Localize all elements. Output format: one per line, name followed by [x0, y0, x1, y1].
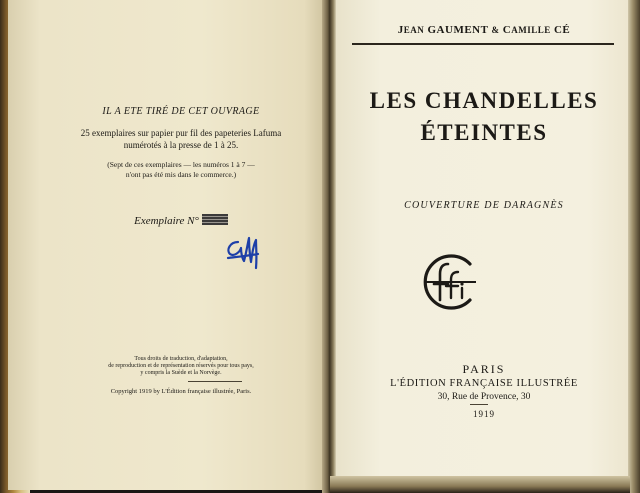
author-1-firstname-rest: EAN [403, 25, 425, 35]
rights-line-3: y compris la Suède et la Norvège. [140, 370, 222, 376]
copyright-line: Copyright 1919 by L'Édition française illustrée, Paris. [110, 388, 252, 395]
tirage-note-line-1: (Sept de ces exemplaires — les numéros 1 à 7 — [107, 160, 255, 169]
publisher-city: PARIS [462, 362, 506, 376]
tirage-note-line-2: n'ont pas été mis dans le commerce.) [125, 170, 237, 179]
tirage-line-2: numérotés à la presse de 1 à 25. [123, 140, 239, 150]
author-separator: & [491, 25, 500, 35]
left-page [8, 0, 330, 490]
book-edge-bottom [330, 476, 630, 493]
tirage-heading: IL A ETE TIRÉ DE CET OUVRAGE [102, 106, 260, 117]
author-1-initial: J [397, 24, 404, 36]
book-edge-right [628, 0, 640, 493]
publication-year: 1919 [473, 409, 495, 419]
efi-monogram-logo-icon [418, 250, 482, 314]
year-divider [470, 404, 488, 405]
author-2-lastname: CÉ [553, 24, 571, 36]
divider-left [188, 381, 242, 382]
exemplaire-line [40, 214, 322, 227]
right-page [336, 0, 632, 478]
authors-line [340, 24, 628, 36]
book-title-line-2: ÉTEINTES [420, 120, 548, 145]
exemplaire-number-box [202, 214, 228, 225]
publisher-name: L'ÉDITION FRANÇAISE ILLUSTRÉE [390, 378, 578, 389]
book-gutter [322, 0, 336, 493]
author-2-initial: C [502, 24, 512, 36]
author-2-firstname-rest: AMILLE [511, 25, 551, 35]
signature-icon [222, 232, 266, 274]
author-1-lastname: GAUMENT [427, 24, 489, 36]
publisher-address: 30, Rue de Provence, 30 [437, 392, 531, 402]
exemplaire-label: Exemplaire N° [134, 215, 199, 227]
tirage-line-1: 25 exemplaires sur papier pur fil des papeteries Lafuma [80, 128, 282, 138]
book-title-line-1: LES CHANDELLES [369, 88, 599, 113]
cover-credit: COUVERTURE DE DARAGNÈS [404, 200, 564, 211]
title-divider [352, 43, 614, 45]
rights-line-1: Tous droits de traduction, d'adaptation, [134, 356, 228, 362]
rights-line-2: de reproduction et de représentation réservés pour tous pays, [108, 363, 254, 369]
